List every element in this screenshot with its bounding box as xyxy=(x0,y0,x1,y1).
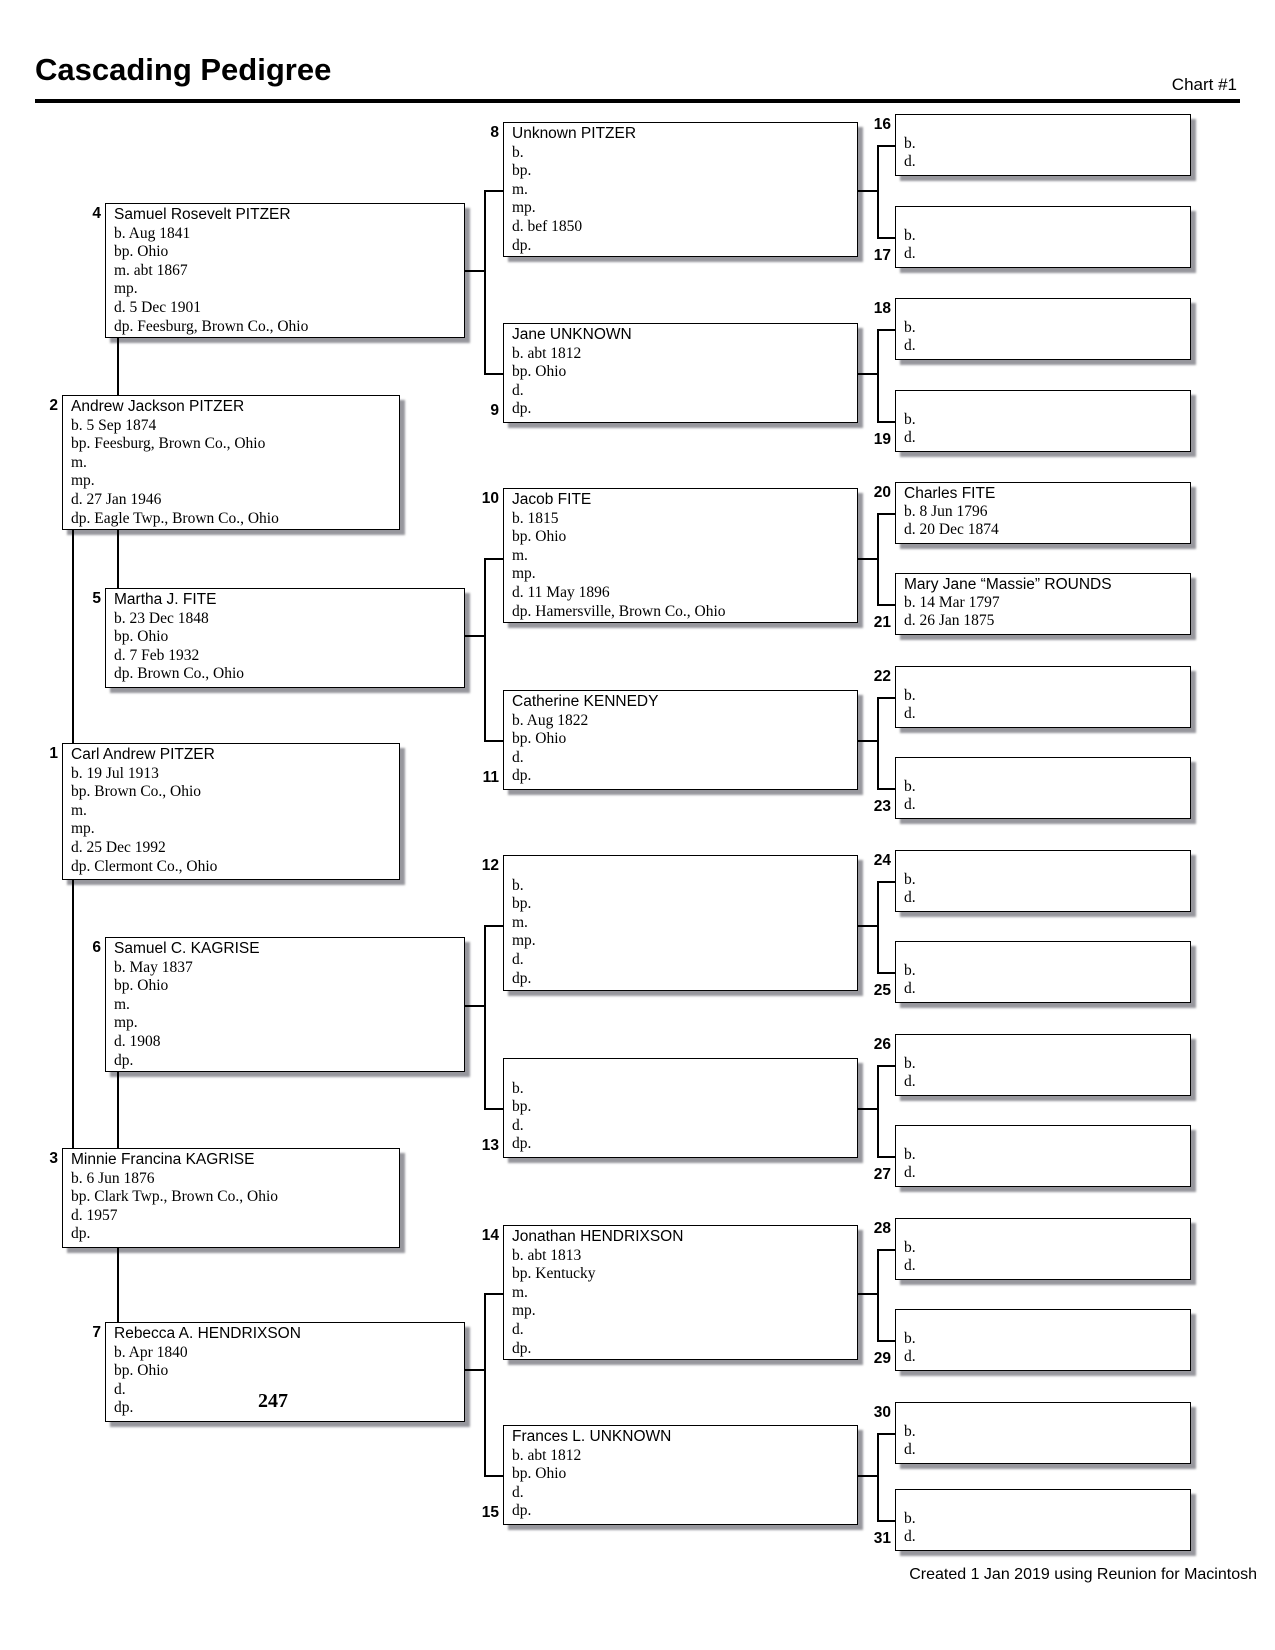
connector-line xyxy=(484,740,504,742)
person-field: b. xyxy=(512,143,524,161)
person-number: 6 xyxy=(92,939,101,956)
person-name xyxy=(904,1037,1186,1055)
person-number: 25 xyxy=(873,982,891,999)
connector-line xyxy=(877,1520,896,1522)
person-box-1 xyxy=(62,743,400,880)
person-box-9 xyxy=(503,323,858,423)
person-field: mp. xyxy=(71,820,95,838)
person-field: b. 8 Jun 1796 xyxy=(904,503,988,520)
person-name xyxy=(904,1128,1186,1146)
person-name: Mary Jane “Massie” ROUNDS xyxy=(904,576,1112,593)
person-field: bp. Clark Twp., Brown Co., Ohio xyxy=(71,1188,279,1206)
connector-line xyxy=(72,530,74,743)
person-field: dp. xyxy=(512,1502,532,1520)
connector-line xyxy=(858,740,879,742)
person-name xyxy=(904,1221,1186,1239)
person-field: b. xyxy=(904,1055,916,1072)
person-box-16 xyxy=(895,114,1191,176)
person-field: d. 7 Feb 1932 xyxy=(114,646,200,664)
person-field: d. xyxy=(904,1441,916,1458)
person-box-8 xyxy=(503,122,858,257)
connector-line xyxy=(877,881,879,974)
connector-line xyxy=(484,1475,504,1477)
person-field: bp. Feesburg, Brown Co., Ohio xyxy=(71,435,266,453)
person-field: d. 5 Dec 1901 xyxy=(114,298,201,316)
person-number: 11 xyxy=(482,769,499,786)
person-field: mp. xyxy=(512,565,536,583)
person-name: Unknown PITZER xyxy=(512,125,637,142)
connector-line xyxy=(877,1065,879,1158)
person-box-19 xyxy=(895,390,1191,452)
connector-line xyxy=(465,270,485,272)
person-field: m. xyxy=(114,995,130,1013)
connector-line xyxy=(484,1293,486,1477)
connector-line xyxy=(877,1433,896,1435)
person-field: b. 14 Mar 1797 xyxy=(904,594,1000,611)
person-field: b. 19 Jul 1913 xyxy=(71,764,159,782)
person-name: Samuel Rosevelt PITZER xyxy=(114,206,291,223)
person-box-11 xyxy=(503,690,858,790)
person-number: 10 xyxy=(481,490,499,507)
connector-line xyxy=(858,1475,879,1477)
person-field: m. xyxy=(71,801,87,819)
person-box-28 xyxy=(895,1218,1191,1280)
connector-line xyxy=(117,338,119,395)
person-field: d. xyxy=(904,889,916,906)
person-name: Samuel C. KAGRISE xyxy=(114,940,260,957)
person-field: d. xyxy=(904,429,916,446)
person-field: d. xyxy=(512,1483,524,1501)
person-field: b. abt 1813 xyxy=(512,1246,582,1264)
person-field: d. xyxy=(904,153,916,170)
person-field: d. xyxy=(904,245,916,262)
person-field: dp. xyxy=(512,236,532,254)
person-name xyxy=(904,1492,1186,1510)
person-field: d. xyxy=(904,980,916,997)
person-name: Jonathan HENDRIXSON xyxy=(512,1228,684,1245)
person-field: d. xyxy=(904,1073,916,1090)
person-field: dp. xyxy=(71,1225,91,1243)
person-box-27 xyxy=(895,1125,1191,1187)
connector-line xyxy=(484,558,486,742)
person-field: d. xyxy=(512,381,524,399)
person-field: m. xyxy=(512,546,528,564)
connector-line xyxy=(877,972,896,974)
person-field: b. xyxy=(904,135,916,152)
person-field: d. xyxy=(904,1348,916,1365)
person-field: b. xyxy=(512,876,524,894)
connector-line xyxy=(465,1369,485,1371)
person-box-22 xyxy=(895,666,1191,728)
person-field: b. xyxy=(512,1079,524,1097)
person-number: 31 xyxy=(873,1530,891,1547)
connector-line xyxy=(484,1108,504,1110)
person-field: b. xyxy=(904,411,916,428)
person-field: dp. xyxy=(512,1339,532,1357)
person-field: b. May 1837 xyxy=(114,958,193,976)
person-name: Jacob FITE xyxy=(512,491,592,508)
page-title: Cascading Pedigree xyxy=(35,52,332,87)
person-number: 19 xyxy=(873,431,891,448)
connector-line xyxy=(877,697,879,790)
connector-line xyxy=(877,1249,879,1342)
person-field: b. xyxy=(904,1510,916,1527)
person-number: 14 xyxy=(481,1227,499,1244)
person-name: Rebecca A. HENDRIXSON xyxy=(114,1325,301,1342)
person-field: dp. Hamersville, Brown Co., Ohio xyxy=(512,602,726,620)
connector-line xyxy=(117,530,119,588)
page-number: 247 xyxy=(258,1390,288,1412)
person-box-4 xyxy=(105,203,465,338)
person-box-30 xyxy=(895,1402,1191,1464)
person-field: dp. xyxy=(512,969,532,987)
person-number: 21 xyxy=(873,614,891,631)
person-field: d. xyxy=(904,337,916,354)
connector-line xyxy=(858,373,879,375)
person-field: bp. Ohio xyxy=(512,528,567,546)
person-field: m. xyxy=(512,913,528,931)
person-field: mp. xyxy=(512,199,536,217)
person-field: dp. xyxy=(512,767,532,785)
connector-line xyxy=(484,925,486,1110)
person-box-17 xyxy=(895,206,1191,268)
person-number: 8 xyxy=(490,124,499,141)
person-name xyxy=(904,669,1186,687)
person-field: dp. xyxy=(512,400,532,418)
person-field: b. xyxy=(904,962,916,979)
person-field: mp. xyxy=(512,1302,536,1320)
person-number: 30 xyxy=(873,1404,891,1421)
connector-line xyxy=(877,329,879,423)
person-name xyxy=(904,209,1186,227)
person-field: dp. Clermont Co., Ohio xyxy=(71,857,218,875)
footer-credit: Created 1 Jan 2019 using Reunion for Macintosh xyxy=(909,1566,1257,1583)
person-field: b. xyxy=(904,319,916,336)
connector-line xyxy=(877,1156,896,1158)
title-rule xyxy=(35,99,1240,103)
person-box-31 xyxy=(895,1489,1191,1551)
connector-line xyxy=(858,1108,879,1110)
person-field: d. xyxy=(904,705,916,722)
connector-line xyxy=(877,881,896,883)
person-field: bp. xyxy=(512,1098,532,1116)
person-field: b. xyxy=(904,1239,916,1256)
person-box-24 xyxy=(895,850,1191,912)
person-field: bp. Ohio xyxy=(114,1362,169,1380)
person-field: d. xyxy=(904,1528,916,1545)
person-box-26 xyxy=(895,1034,1191,1096)
person-name xyxy=(904,1312,1186,1330)
person-field: b. xyxy=(904,778,916,795)
chart-number-label: Chart #1 xyxy=(1171,75,1237,94)
person-number: 20 xyxy=(873,484,891,501)
connector-line xyxy=(117,1248,119,1322)
connector-line xyxy=(858,190,879,192)
person-box-5 xyxy=(105,588,465,688)
person-number: 22 xyxy=(873,668,891,685)
person-field: d. bef 1850 xyxy=(512,217,583,235)
person-field: dp. Feesburg, Brown Co., Ohio xyxy=(114,317,309,335)
person-field: d. xyxy=(512,748,524,766)
person-number: 5 xyxy=(92,590,101,607)
person-field: m. xyxy=(512,180,528,198)
person-field: d. xyxy=(512,950,524,968)
person-field: bp. Brown Co., Ohio xyxy=(71,783,202,801)
connector-line xyxy=(484,373,504,375)
connector-line xyxy=(877,145,896,147)
person-field: b. xyxy=(904,1423,916,1440)
person-field: d. xyxy=(114,1380,126,1398)
connector-line xyxy=(484,190,504,192)
person-number: 3 xyxy=(49,1150,58,1167)
person-field: b. xyxy=(904,1146,916,1163)
person-number: 13 xyxy=(481,1137,499,1154)
person-field: d. 25 Dec 1992 xyxy=(71,838,166,856)
person-field: b. Aug 1822 xyxy=(512,711,589,729)
connector-line xyxy=(484,190,486,375)
person-number: 27 xyxy=(873,1166,891,1183)
person-field: dp. xyxy=(114,1399,134,1417)
person-box-14 xyxy=(503,1225,858,1360)
person-field: b. xyxy=(904,687,916,704)
person-box-10 xyxy=(503,488,858,623)
person-number: 28 xyxy=(873,1220,891,1237)
person-name: Jane UNKNOWN xyxy=(512,326,632,343)
person-field: d. xyxy=(904,1164,916,1181)
person-name: Martha J. FITE xyxy=(114,591,217,608)
connector-line xyxy=(858,1293,879,1295)
person-name: Charles FITE xyxy=(904,485,996,502)
person-name xyxy=(904,393,1186,411)
person-box-3 xyxy=(62,1148,400,1248)
person-name xyxy=(904,853,1186,871)
person-field: m. xyxy=(512,1283,528,1301)
person-field: m. xyxy=(71,453,87,471)
person-field: mp. xyxy=(114,280,138,298)
person-field: b. abt 1812 xyxy=(512,344,582,362)
connector-line xyxy=(877,788,896,790)
connector-line xyxy=(877,145,879,239)
connector-line xyxy=(877,604,896,606)
connector-line xyxy=(858,925,879,927)
connector-line xyxy=(858,558,879,560)
person-field: b. xyxy=(904,227,916,244)
person-field: m. abt 1867 xyxy=(114,261,188,279)
person-box-2 xyxy=(62,395,400,530)
person-number: 17 xyxy=(873,247,891,264)
person-name: Frances L. UNKNOWN xyxy=(512,1428,672,1445)
connector-line xyxy=(877,1433,879,1522)
person-number: 16 xyxy=(873,116,891,133)
person-field: mp. xyxy=(71,472,95,490)
connector-line xyxy=(72,880,74,1148)
connector-line xyxy=(484,925,504,927)
person-number: 18 xyxy=(873,300,891,317)
person-field: bp. xyxy=(512,895,532,913)
person-field: d. 20 Dec 1874 xyxy=(904,521,999,538)
person-field: dp. Eagle Twp., Brown Co., Ohio xyxy=(71,509,279,527)
person-name xyxy=(512,1061,853,1080)
person-field: d. 1908 xyxy=(114,1032,161,1050)
person-field: bp. Ohio xyxy=(512,730,567,748)
person-box-20 xyxy=(895,482,1191,544)
connector-line xyxy=(877,513,896,515)
person-box-15 xyxy=(503,1425,858,1525)
person-box-18 xyxy=(895,298,1191,360)
person-field: b. 6 Jun 1876 xyxy=(71,1169,155,1187)
person-name xyxy=(904,944,1186,962)
connector-line xyxy=(877,1065,896,1067)
connector-line xyxy=(117,1072,119,1148)
person-field: bp. Ohio xyxy=(114,628,169,646)
person-box-13 xyxy=(503,1058,858,1158)
person-field: b. Apr 1840 xyxy=(114,1343,188,1361)
connector-line xyxy=(877,1249,896,1251)
person-name: Carl Andrew PITZER xyxy=(71,746,215,763)
person-box-29 xyxy=(895,1309,1191,1371)
person-name xyxy=(512,858,853,877)
connector-line xyxy=(877,697,896,699)
person-field: b. 5 Sep 1874 xyxy=(71,416,157,434)
person-box-23 xyxy=(895,757,1191,819)
person-field: b. Aug 1841 xyxy=(114,224,191,242)
connector-line xyxy=(877,329,896,331)
person-number: 26 xyxy=(873,1036,891,1053)
person-field: d. xyxy=(512,1320,524,1338)
connector-line xyxy=(465,635,485,637)
person-field: mp. xyxy=(114,1014,138,1032)
person-field: b. abt 1812 xyxy=(512,1446,582,1464)
connector-line xyxy=(877,421,896,423)
person-number: 2 xyxy=(49,397,58,414)
person-number: 23 xyxy=(873,798,891,815)
person-name: Minnie Francina KAGRISE xyxy=(71,1151,255,1168)
person-field: dp. xyxy=(512,1135,532,1153)
person-field: bp. xyxy=(512,162,532,180)
person-name xyxy=(904,301,1186,319)
person-field: bp. Ohio xyxy=(114,977,169,995)
person-name: Catherine KENNEDY xyxy=(512,693,659,710)
person-name: Andrew Jackson PITZER xyxy=(71,398,245,415)
connector-line xyxy=(484,558,504,560)
person-box-21 xyxy=(895,573,1191,635)
person-field: d. 11 May 1896 xyxy=(512,583,610,601)
person-number: 4 xyxy=(92,205,101,222)
person-number: 29 xyxy=(873,1350,891,1367)
person-field: dp. xyxy=(114,1051,134,1069)
person-field: b. xyxy=(904,1330,916,1347)
person-field: d. 1957 xyxy=(71,1206,118,1224)
person-field: b. xyxy=(904,871,916,888)
person-field: bp. Ohio xyxy=(512,363,567,381)
person-number: 7 xyxy=(92,1324,101,1341)
person-field: d. xyxy=(904,1257,916,1274)
person-name xyxy=(904,1405,1186,1423)
person-field: d. 26 Jan 1875 xyxy=(904,612,995,629)
connector-line xyxy=(465,1005,485,1007)
connector-line xyxy=(484,1293,504,1295)
person-field: b. 1815 xyxy=(512,509,559,527)
person-box-6 xyxy=(105,937,465,1072)
person-number: 1 xyxy=(49,745,58,762)
person-box-12 xyxy=(503,855,858,991)
person-field: mp. xyxy=(512,932,536,950)
person-name xyxy=(904,760,1186,778)
person-field: dp. Brown Co., Ohio xyxy=(114,665,245,683)
person-field: bp. Kentucky xyxy=(512,1265,596,1283)
person-field: b. 23 Dec 1848 xyxy=(114,609,209,627)
person-field: bp. Ohio xyxy=(114,243,169,261)
person-box-25 xyxy=(895,941,1191,1003)
person-name xyxy=(904,117,1186,135)
connector-line xyxy=(877,1340,896,1342)
person-number: 24 xyxy=(873,852,891,869)
person-number: 15 xyxy=(481,1504,499,1521)
person-field: d. xyxy=(512,1116,524,1134)
person-number: 12 xyxy=(481,857,499,874)
connector-line xyxy=(877,237,896,239)
person-number: 9 xyxy=(490,402,499,419)
person-field: d. 27 Jan 1946 xyxy=(71,490,162,508)
person-field: d. xyxy=(904,796,916,813)
person-field: bp. Ohio xyxy=(512,1465,567,1483)
